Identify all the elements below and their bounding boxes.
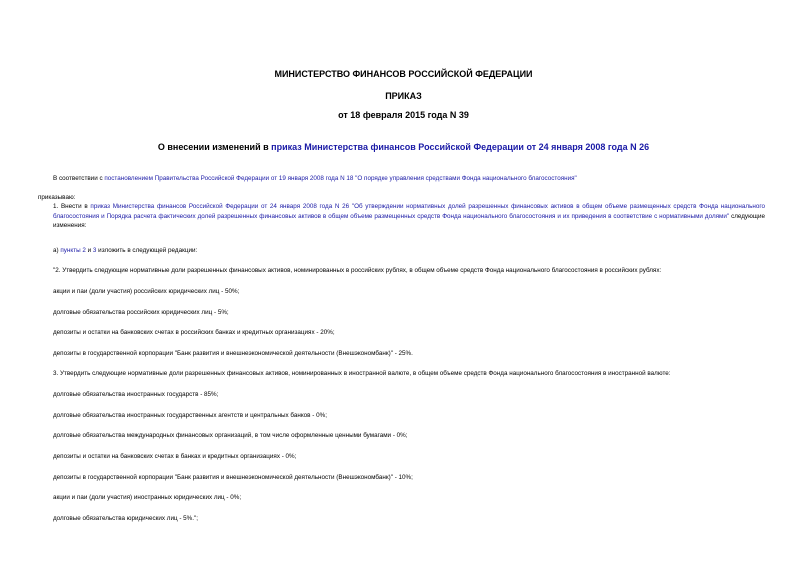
text-line: депозиты в государственной корпорации "Банк развития и внешнеэкономической деятельности (Внешэкономбанк)" - 10%;: [53, 474, 413, 481]
sub-a-link-2[interactable]: 3: [92, 247, 97, 254]
item1-prefix: 1. Внести в: [53, 203, 91, 210]
text-line: акции и паи (доли участия) российских юридических лиц - 50%;: [53, 288, 240, 295]
sub-a-middle: и: [85, 247, 93, 254]
date-number-heading: от 18 февраля 2015 года N 39: [338, 110, 469, 120]
item1-link[interactable]: приказ Министерства финансов Российской Федерации от 24 января 2008 года N 26 "Об утверждении нормативных долей разрешенных финансовых активов в общем объеме размещенных средств Фонда национального благосостояния и Порядка расчета фактических долей разрешенных финансовых активов в общем объеме размещенных средств Фонда национального благосостояния и их приведения в соответствие с нормативными долями": [53, 203, 765, 220]
doc-type-heading: ПРИКАЗ: [385, 91, 422, 101]
item1-suffix: следующие изменения:: [53, 212, 765, 229]
ministry-heading: МИНИСТЕРСТВО ФИНАНСОВ РОССИЙСКОЙ ФЕДЕРАЦИИ: [274, 69, 533, 79]
text-line: акции и паи (доли участия) иностранных юридических лиц - 0%;: [53, 494, 242, 501]
sub-a-suffix: изложить в следующей редакции:: [96, 247, 198, 254]
subject-heading: [0, 142, 807, 153]
text-line: долговые обязательства иностранных государственных агентств и центральных банков - 0%;: [53, 412, 327, 419]
text-line: депозиты и остатки на банковских счетах в банках и кредитных организациях - 0%;: [53, 453, 297, 460]
text-line: 3. Утвердить следующие нормативные доли разрешенных финансовых активов, номинированных в иностранной валюте, в общем объеме средств Фонда национального благосостояния в иностранной валюте:: [53, 370, 671, 377]
preamble-prefix: В соответствии с: [53, 175, 105, 182]
item1-paragraph: [53, 202, 765, 231]
preamble-link[interactable]: постановлением Правительства Российской Федерации от 19 января 2008 года N 18 "О порядке управления средствами Фонда национального благосостояния": [104, 175, 577, 182]
text-line: "2. Утвердить следующие нормативные доли разрешенных финансовых активов, номинированных в российских рублях, в общем объеме средств Фонда национального благосостояния в российских рублях:: [53, 267, 662, 274]
sub-a-paragraph: [53, 246, 197, 255]
text-line: долговые обязательства иностранных государств - 85%;: [53, 391, 219, 398]
text-line: долговые обязательства юридических лиц - 5%.";: [53, 515, 199, 522]
subject-prefix: О внесении изменений в: [157, 142, 272, 152]
sub-a-prefix: а): [53, 247, 61, 254]
sub-a-link-1[interactable]: пункты 2: [60, 247, 86, 254]
text-line: долговые обязательства российских юридических лиц - 5%;: [53, 309, 229, 316]
subject-link[interactable]: приказ Министерства финансов Российской Федерации от 24 января 2008 года N 26: [271, 142, 650, 152]
text-line: депозиты в государственной корпорации "Банк развития и внешнеэкономической деятельности (Внешэкономбанк)" - 25%.: [53, 350, 413, 357]
preamble-paragraph: [53, 174, 577, 183]
order-word: приказываю:: [38, 194, 76, 201]
text-line: депозиты и остатки на банковских счетах в российских банках и кредитных организациях - 20%;: [53, 329, 335, 336]
text-line: долговые обязательства международных финансовых организаций, в том числе оформленные ценными бумагами - 0%;: [53, 432, 408, 439]
